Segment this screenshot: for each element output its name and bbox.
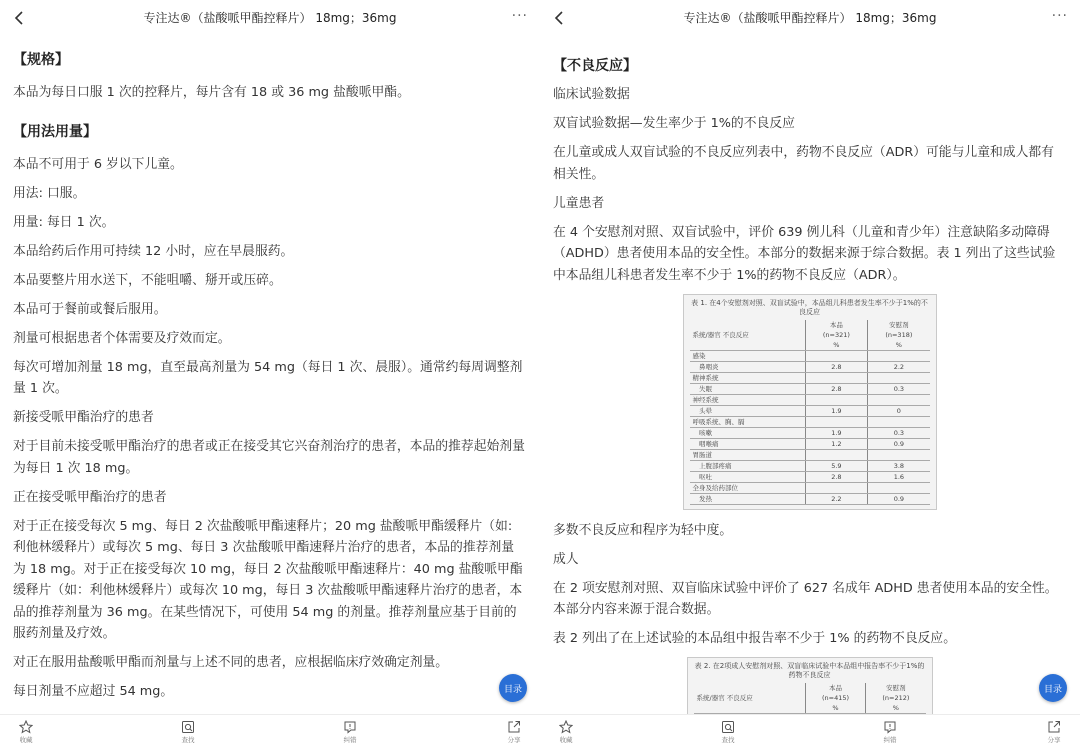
paragraph: 本品不可用于 6 岁以下儿童。: [13, 156, 183, 172]
cell: [805, 482, 868, 493]
star-icon: [559, 720, 573, 734]
section-heading-adverse-reactions: 【不良反应】: [553, 58, 637, 74]
col-header-drug: [805, 683, 866, 714]
paragraph: 本品要整片用水送下，不能咀嚼、掰开或压碎。: [13, 272, 282, 288]
paragraph: 每日剂量不应超过 54 mg。: [13, 684, 174, 699]
header-text: 安慰剂: [889, 320, 909, 329]
table-caption: 表 2. 在2项成人安慰剂对照、双盲临床试验中本品组中报告率不少于1%的药物不良反应: [694, 662, 925, 679]
table-row: [690, 416, 930, 427]
row-label: 失眠: [690, 383, 806, 394]
cell: 1.2: [805, 438, 868, 449]
row-label: 发热: [690, 493, 806, 504]
row-label: 呼吸系统、胸、膈: [690, 416, 806, 427]
share-icon: [507, 720, 521, 734]
paragraph: 多数不良反应和程序为轻中度。: [553, 522, 733, 538]
paragraph: 在 4 个安慰剂对照、双盲试验中，评价 639 例儿科（儿童和青少年）注意缺陷多动障碍（ADHD）患者使用本品的安全性。本部分的数据来源于综合数据。表 1 列出了这些试验中本品组儿科患者发生率不少于 1%的药物不良反应（ADR）。: [553, 224, 1056, 283]
cell: 0.9: [868, 493, 930, 504]
cell: 5.9: [805, 460, 868, 471]
page-title: 专注达®（盐酸哌甲酯控释片） 18mg；36mg: [143, 11, 397, 25]
header-text: 本品: [829, 320, 843, 329]
cell: 0.9: [868, 438, 930, 449]
table-header-row: [690, 320, 930, 351]
right-pane: [540, 0, 1080, 750]
search-icon: [181, 720, 195, 734]
tab-label: 纠错: [343, 736, 357, 744]
cell: [868, 449, 930, 460]
more-menu-icon[interactable]: ···: [1051, 8, 1068, 24]
cell: [805, 394, 868, 405]
col-header-placebo: [868, 320, 930, 351]
table-row: [690, 471, 930, 482]
tab-share[interactable]: [494, 720, 534, 744]
paragraph: 表 2 列出了在上述试验的本品组中报告率不少于 1% 的药物不良反应。: [553, 631, 957, 646]
row-label: 神经系统: [690, 394, 806, 405]
tab-report-error[interactable]: [870, 720, 910, 744]
table-row: [690, 438, 930, 449]
back-button[interactable]: [8, 7, 30, 29]
table-row: [690, 427, 930, 438]
header-unit: %: [832, 704, 839, 712]
col-header-placebo: [866, 683, 926, 714]
subheading: 临床试验数据: [553, 87, 630, 102]
chevron-left-icon: [553, 11, 565, 25]
tab-report-error[interactable]: [330, 720, 370, 744]
table-1-image: [683, 294, 937, 510]
bottom-toolbar: [540, 714, 1080, 750]
table-header-row: [694, 683, 926, 714]
cell: [868, 416, 930, 427]
cell: [805, 416, 868, 427]
table-row: [690, 394, 930, 405]
row-label: 鼻咽炎: [690, 361, 806, 372]
share-icon: [1047, 720, 1061, 734]
section-heading-spec: 【规格】: [13, 52, 69, 68]
header-n: (n=212): [882, 694, 910, 702]
paragraph: 对于正在接受每次 5 mg、每日 2 次盐酸哌甲酯速释片；20 mg 盐酸哌甲酯缓释片（如: 利他林缓释片）或每次 5 mg、每日 3 次盐酸哌甲酯速释片治疗的患者，本品的推荐剂量为 18 mg。对于正在接受每次 10 mg，每日 2 次盐酸哌甲酯速释片：40 mg 盐酸哌甲酯缓释片（如：利他林缓释片）或每次 10 mg，每日 3 次盐酸哌甲酯速释片治疗的患者，本品的推荐剂量为 36 mg。在某些情况下，可使用 54 mg 的剂量。推荐剂量应基于目前的服药剂量及疗效。: [13, 518, 523, 641]
top-bar: [0, 0, 540, 36]
tab-label: 纠错: [883, 736, 897, 744]
paragraph: 本品可于餐前或餐后服用。: [13, 301, 167, 317]
col-header-label: 系统/器官 不良反应: [694, 683, 806, 714]
tab-label: 收藏: [559, 736, 573, 744]
article-content: [553, 40, 1066, 740]
subheading: 儿童患者: [553, 195, 605, 211]
row-label: 胃肠道: [690, 449, 806, 460]
table-row: [690, 350, 930, 361]
cell: [805, 449, 868, 460]
table-row: [690, 493, 930, 504]
table-row: [690, 482, 930, 493]
col-header-drug: [805, 320, 868, 351]
bottom-toolbar: [0, 714, 540, 750]
row-label: 感染: [690, 350, 806, 361]
subheading: 正在接受哌甲酯治疗的患者: [13, 489, 167, 505]
back-button[interactable]: [548, 7, 570, 29]
toc-button[interactable]: 目录: [1039, 674, 1067, 702]
paragraph: 用量: 每日 1 次。: [13, 214, 115, 230]
cell: 2.2: [868, 361, 930, 372]
table-1-body: [690, 350, 930, 504]
header-n: (n=318): [885, 330, 913, 339]
paragraph: 双盲试验数据—发生率少于 1%的不良反应: [553, 116, 795, 131]
cell: [868, 350, 930, 361]
search-icon: [721, 720, 735, 734]
header-text: 安慰剂: [886, 684, 906, 692]
tab-label: 收藏: [19, 736, 33, 744]
row-label: 咳嗽: [690, 427, 806, 438]
row-label: 呕吐: [690, 471, 806, 482]
feedback-icon: [883, 720, 897, 734]
cell: 2.8: [805, 471, 868, 482]
star-icon: [19, 720, 33, 734]
cell: 2.2: [805, 493, 868, 504]
chevron-left-icon: [13, 11, 25, 25]
page-title: 专注达®（盐酸哌甲酯控释片） 18mg；36mg: [683, 11, 937, 25]
table-row: [690, 372, 930, 383]
header-text: 本品: [828, 684, 842, 692]
col-header-label: 系统/器官 不良反应: [690, 320, 806, 351]
tab-search[interactable]: [168, 720, 208, 744]
table-row: [690, 405, 930, 416]
paragraph: 对正在服用盐酸哌甲酯而剂量与上述不同的患者，应根据临床疗效确定剂量。: [13, 655, 449, 670]
cell: 1.9: [805, 405, 868, 416]
tab-search[interactable]: [708, 720, 748, 744]
row-label: 精神系统: [690, 372, 806, 383]
cell: 0.3: [868, 427, 930, 438]
cell: 1.9: [805, 427, 868, 438]
table-1: [690, 320, 930, 505]
row-label: 全身及给药部位: [690, 482, 806, 493]
tab-label: 分享: [507, 736, 521, 744]
tab-label: 查找: [181, 736, 195, 744]
paragraph: 本品给药后作用可持续 12 小时，应在早晨服药。: [13, 243, 294, 259]
header-unit: %: [892, 704, 899, 712]
paragraph: 用法: 口服。: [13, 185, 86, 201]
paragraph: 剂量可根据患者个体需要及疗效而定。: [13, 330, 231, 346]
cell: [805, 350, 868, 361]
cell: 2.8: [805, 361, 868, 372]
table-row: [690, 449, 930, 460]
article-content: [13, 40, 526, 710]
table-caption: 表 1. 在4个安慰剂对照、双盲试验中，本品组儿科患者发生率不少于1%的不良反应: [691, 298, 928, 316]
header-unit: %: [895, 340, 902, 349]
row-label: 头晕: [690, 405, 806, 416]
cell: [805, 372, 868, 383]
paragraph: 对于目前未接受哌甲酯治疗的患者或正在接受其它兴奋剂治疗的患者，本品的推荐起始剂量为每日 1 次 18 mg。: [13, 439, 525, 476]
top-bar: [540, 0, 1080, 36]
tab-label: 分享: [1047, 736, 1061, 744]
paragraph: 本品为每日口服 1 次的控释片，每片含有 18 或 36 mg 盐酸哌甲酯。: [13, 85, 410, 100]
section-heading-usage: 【用法用量】: [13, 123, 97, 140]
tab-favorite[interactable]: [6, 720, 46, 744]
cell: [868, 394, 930, 405]
feedback-icon: [343, 720, 357, 734]
subheading: 新接受哌甲酯治疗的患者: [13, 410, 154, 425]
row-label: 上腹部疼痛: [690, 460, 806, 471]
header-unit: %: [833, 340, 840, 349]
cell: 0.3: [868, 383, 930, 394]
paragraph: 在 2 项安慰剂对照、双盲临床试验中评价了 627 名成年 ADHD 患者使用本品的安全性。本部分内容来源于混合数据。: [553, 580, 1058, 617]
tab-share[interactable]: [1034, 720, 1074, 744]
header-n: (n=321): [822, 330, 850, 339]
header-n: (n=415): [821, 694, 850, 702]
table-row: [690, 383, 930, 394]
toc-button[interactable]: 目录: [499, 674, 527, 702]
table-row: [690, 460, 930, 471]
cell: [868, 482, 930, 493]
row-label: 咽喉痛: [690, 438, 806, 449]
subheading: 成人: [553, 551, 579, 567]
cell: 3.8: [868, 460, 930, 471]
tab-label: 查找: [721, 736, 735, 744]
table-row: [690, 361, 930, 372]
tab-favorite[interactable]: [546, 720, 586, 744]
cell: 1.6: [868, 471, 930, 482]
cell: 0: [868, 405, 930, 416]
cell: [868, 372, 930, 383]
more-menu-icon[interactable]: ···: [511, 8, 528, 24]
paragraph: 在儿童或成人双盲试验的不良反应列表中，药物不良反应（ADR）可能与儿童和成人都有相关性。: [553, 145, 1054, 182]
cell: 2.8: [805, 383, 868, 394]
paragraph: 每次可增加剂量 18 mg，直至最高剂量为 54 mg（每日 1 次、晨服）。通常约每周调整剂量 1 次。: [13, 359, 523, 396]
